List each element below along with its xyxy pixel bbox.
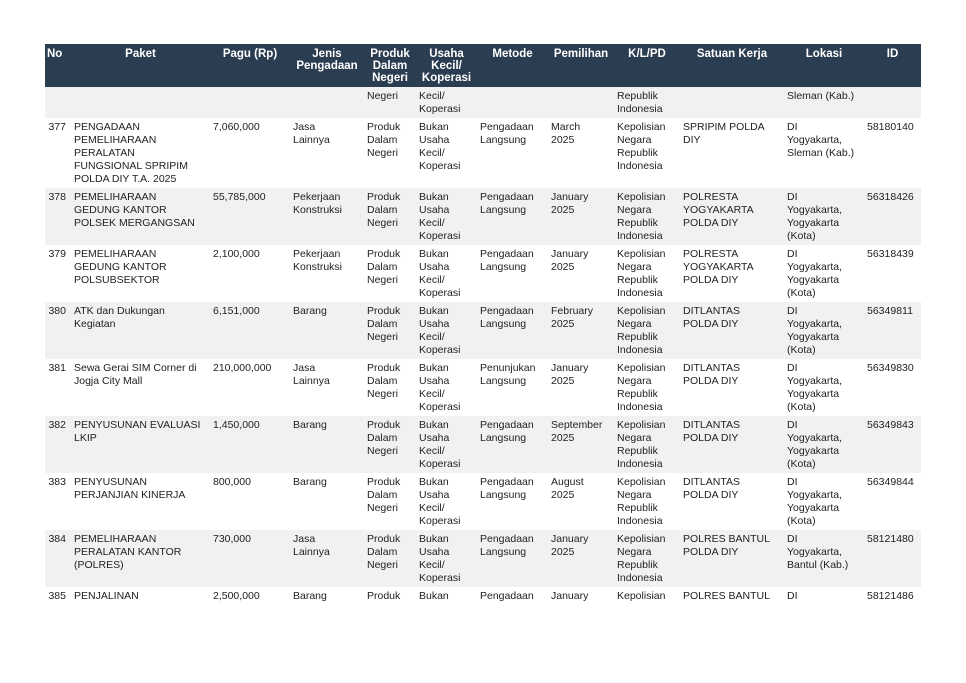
header-usaha-kecil: Usaha Kecil/ Koperasi xyxy=(416,44,477,87)
cell-no: 382 xyxy=(45,416,71,473)
cell-klpd: Kepolisian Negara Republik Indonesia xyxy=(614,245,680,302)
table-row xyxy=(45,302,921,359)
table-row xyxy=(45,416,921,473)
cell-paket xyxy=(71,87,210,118)
cell-metode: Pengadaan Langsung xyxy=(477,416,548,473)
cell-produk: Produk xyxy=(364,587,416,604)
cell-jenis: Barang xyxy=(290,302,364,359)
cell-pemilihan: January 2025 xyxy=(548,530,614,587)
cell-produk: Produk Dalam Negeri xyxy=(364,530,416,587)
cell-produk: Produk Dalam Negeri xyxy=(364,302,416,359)
cell-jenis: Barang xyxy=(290,587,364,604)
cell-jenis: Pekerjaan Konstruksi xyxy=(290,188,364,245)
cell-satker: DITLANTAS POLDA DIY xyxy=(680,416,784,473)
cell-pagu: 55,785,000 xyxy=(210,188,290,245)
cell-no: 377 xyxy=(45,118,71,188)
cell-klpd: Kepolisian Negara Republik Indonesia xyxy=(614,118,680,188)
cell-satker: DITLANTAS POLDA DIY xyxy=(680,473,784,530)
cell-id: 56349811 xyxy=(864,302,921,359)
cell-paket: PEMELIHARAAN PERALATAN KANTOR (POLRES) xyxy=(71,530,210,587)
cell-metode: Penunjukan Langsung xyxy=(477,359,548,416)
cell-paket: PEMELIHARAAN GEDUNG KANTOR POLSUBSEKTOR xyxy=(71,245,210,302)
cell-no: 380 xyxy=(45,302,71,359)
cell-usaha: Bukan xyxy=(416,587,477,604)
cell-satker: DITLANTAS POLDA DIY xyxy=(680,359,784,416)
cell-produk: Negeri xyxy=(364,87,416,118)
cell-klpd: Kepolisian Negara Republik Indonesia xyxy=(614,188,680,245)
cell-pagu xyxy=(210,87,290,118)
cell-pagu: 730,000 xyxy=(210,530,290,587)
cell-jenis: Barang xyxy=(290,473,364,530)
cell-usaha: Bukan Usaha Kecil/ Koperasi xyxy=(416,530,477,587)
header-pagu: Pagu (Rp) xyxy=(210,44,290,87)
table-row xyxy=(45,473,921,530)
cell-lokasi: DI Yogyakarta, Yogyakarta (Kota) xyxy=(784,302,864,359)
cell-no xyxy=(45,87,71,118)
cell-metode xyxy=(477,87,548,118)
page-bottom-margin xyxy=(45,623,925,683)
cell-pagu: 6,151,000 xyxy=(210,302,290,359)
table-row xyxy=(45,587,921,604)
cell-pemilihan xyxy=(548,87,614,118)
cell-id: 58121480 xyxy=(864,530,921,587)
cell-klpd: Kepolisian Negara Republik Indonesia xyxy=(614,530,680,587)
cell-paket: PEMELIHARAAN GEDUNG KANTOR POLSEK MERGANGSAN xyxy=(71,188,210,245)
table-body xyxy=(45,87,921,604)
cell-id: 56318439 xyxy=(864,245,921,302)
cell-produk: Produk Dalam Negeri xyxy=(364,359,416,416)
cell-lokasi: DI Yogyakarta, Yogyakarta (Kota) xyxy=(784,245,864,302)
cell-jenis: Barang xyxy=(290,416,364,473)
cell-paket: PENGADAAN PEMELIHARAAN PERALATAN FUNGSIONAL SPRIPIM POLDA DIY T.A. 2025 xyxy=(71,118,210,188)
cell-klpd: Kepolisian xyxy=(614,587,680,604)
cell-usaha: Kecil/ Koperasi xyxy=(416,87,477,118)
cell-pagu: 210,000,000 xyxy=(210,359,290,416)
header-metode: Metode xyxy=(477,44,548,87)
header-satuan-kerja: Satuan Kerja xyxy=(680,44,784,87)
cell-jenis: Pekerjaan Konstruksi xyxy=(290,245,364,302)
cell-usaha: Bukan Usaha Kecil/ Koperasi xyxy=(416,473,477,530)
cell-usaha: Bukan Usaha Kecil/ Koperasi xyxy=(416,416,477,473)
cell-id: 58121486 xyxy=(864,587,921,604)
cell-usaha: Bukan Usaha Kecil/ Koperasi xyxy=(416,245,477,302)
cell-no: 385 xyxy=(45,587,71,604)
cell-satker: DITLANTAS POLDA DIY xyxy=(680,302,784,359)
cell-pagu: 2,500,000 xyxy=(210,587,290,604)
cell-pagu: 1,450,000 xyxy=(210,416,290,473)
cell-pemilihan: September 2025 xyxy=(548,416,614,473)
cell-id xyxy=(864,87,921,118)
cell-lokasi: DI Yogyakarta, Yogyakarta (Kota) xyxy=(784,188,864,245)
cell-metode: Pengadaan Langsung xyxy=(477,530,548,587)
cell-pemilihan: January 2025 xyxy=(548,359,614,416)
table-row xyxy=(45,188,921,245)
header-lokasi: Lokasi xyxy=(784,44,864,87)
cell-lokasi: DI Yogyakarta, Bantul (Kab.) xyxy=(784,530,864,587)
cell-satker: POLRESTA YOGYAKARTA POLDA DIY xyxy=(680,188,784,245)
cell-metode: Pengadaan Langsung xyxy=(477,118,548,188)
cell-no: 383 xyxy=(45,473,71,530)
cell-no: 381 xyxy=(45,359,71,416)
cell-paket: PENYUSUNAN EVALUASI LKIP xyxy=(71,416,210,473)
header-pemilihan: Pemilihan xyxy=(548,44,614,87)
table-header-row xyxy=(45,44,921,87)
cell-klpd: Kepolisian Negara Republik Indonesia xyxy=(614,473,680,530)
cell-jenis: Jasa Lainnya xyxy=(290,530,364,587)
cell-jenis: Jasa Lainnya xyxy=(290,118,364,188)
table-row xyxy=(45,87,921,118)
header-no: No xyxy=(45,44,71,87)
cell-id: 56349844 xyxy=(864,473,921,530)
header-jenis-pengadaan: Jenis Pengadaan xyxy=(290,44,364,87)
cell-klpd: Kepolisian Negara Republik Indonesia xyxy=(614,359,680,416)
cell-usaha: Bukan Usaha Kecil/ Koperasi xyxy=(416,359,477,416)
cell-lokasi: DI Yogyakarta, Yogyakarta (Kota) xyxy=(784,359,864,416)
cell-pemilihan: January 2025 xyxy=(548,188,614,245)
cell-pemilihan: February 2025 xyxy=(548,302,614,359)
cell-klpd: Kepolisian Negara Republik Indonesia xyxy=(614,416,680,473)
cell-paket: PENYUSUNAN PERJANJIAN KINERJA xyxy=(71,473,210,530)
procurement-table xyxy=(45,44,921,604)
cell-klpd: Kepolisian Negara Republik Indonesia xyxy=(614,302,680,359)
cell-lokasi: DI Yogyakarta, Yogyakarta (Kota) xyxy=(784,473,864,530)
table-row xyxy=(45,118,921,188)
header-paket: Paket xyxy=(71,44,210,87)
cell-metode: Pengadaan xyxy=(477,587,548,604)
cell-satker: POLRES BANTUL POLDA DIY xyxy=(680,530,784,587)
cell-usaha: Bukan Usaha Kecil/ Koperasi xyxy=(416,302,477,359)
cell-lokasi: DI xyxy=(784,587,864,604)
cell-metode: Pengadaan Langsung xyxy=(477,188,548,245)
document-page xyxy=(45,44,921,604)
cell-id: 56318426 xyxy=(864,188,921,245)
cell-usaha: Bukan Usaha Kecil/ Koperasi xyxy=(416,188,477,245)
cell-pemilihan: January xyxy=(548,587,614,604)
cell-produk: Produk Dalam Negeri xyxy=(364,473,416,530)
cell-metode: Pengadaan Langsung xyxy=(477,245,548,302)
cell-usaha: Bukan Usaha Kecil/ Koperasi xyxy=(416,118,477,188)
cell-no: 384 xyxy=(45,530,71,587)
cell-pagu: 800,000 xyxy=(210,473,290,530)
cell-jenis xyxy=(290,87,364,118)
cell-id: 56349843 xyxy=(864,416,921,473)
cell-paket: Sewa Gerai SIM Corner di Jogja City Mall xyxy=(71,359,210,416)
cell-paket: ATK dan Dukungan Kegiatan xyxy=(71,302,210,359)
cell-pemilihan: January 2025 xyxy=(548,245,614,302)
cell-produk: Produk Dalam Negeri xyxy=(364,245,416,302)
cell-pemilihan: March 2025 xyxy=(548,118,614,188)
cell-satker: POLRES BANTUL xyxy=(680,587,784,604)
table-row xyxy=(45,359,921,416)
cell-satker: SPRIPIM POLDA DIY xyxy=(680,118,784,188)
cell-lokasi: DI Yogyakarta, Sleman (Kab.) xyxy=(784,118,864,188)
cell-satker xyxy=(680,87,784,118)
cell-metode: Pengadaan Langsung xyxy=(477,473,548,530)
header-produk-dalam-negeri: Produk Dalam Negeri xyxy=(364,44,416,87)
cell-klpd: Republik Indonesia xyxy=(614,87,680,118)
cell-jenis: Jasa Lainnya xyxy=(290,359,364,416)
cell-pemilihan: August 2025 xyxy=(548,473,614,530)
cell-produk: Produk Dalam Negeri xyxy=(364,118,416,188)
cell-no: 379 xyxy=(45,245,71,302)
cell-id: 58180140 xyxy=(864,118,921,188)
cell-no: 378 xyxy=(45,188,71,245)
cell-paket: PENJALINAN xyxy=(71,587,210,604)
cell-produk: Produk Dalam Negeri xyxy=(364,416,416,473)
table-row xyxy=(45,530,921,587)
header-id: ID xyxy=(864,44,921,87)
header-klpd: K/L/PD xyxy=(614,44,680,87)
cell-produk: Produk Dalam Negeri xyxy=(364,188,416,245)
cell-pagu: 7,060,000 xyxy=(210,118,290,188)
cell-lokasi: DI Yogyakarta, Yogyakarta (Kota) xyxy=(784,416,864,473)
cell-metode: Pengadaan Langsung xyxy=(477,302,548,359)
cell-pagu: 2,100,000 xyxy=(210,245,290,302)
cell-lokasi: Sleman (Kab.) xyxy=(784,87,864,118)
table-row xyxy=(45,245,921,302)
cell-satker: POLRESTA YOGYAKARTA POLDA DIY xyxy=(680,245,784,302)
cell-id: 56349830 xyxy=(864,359,921,416)
